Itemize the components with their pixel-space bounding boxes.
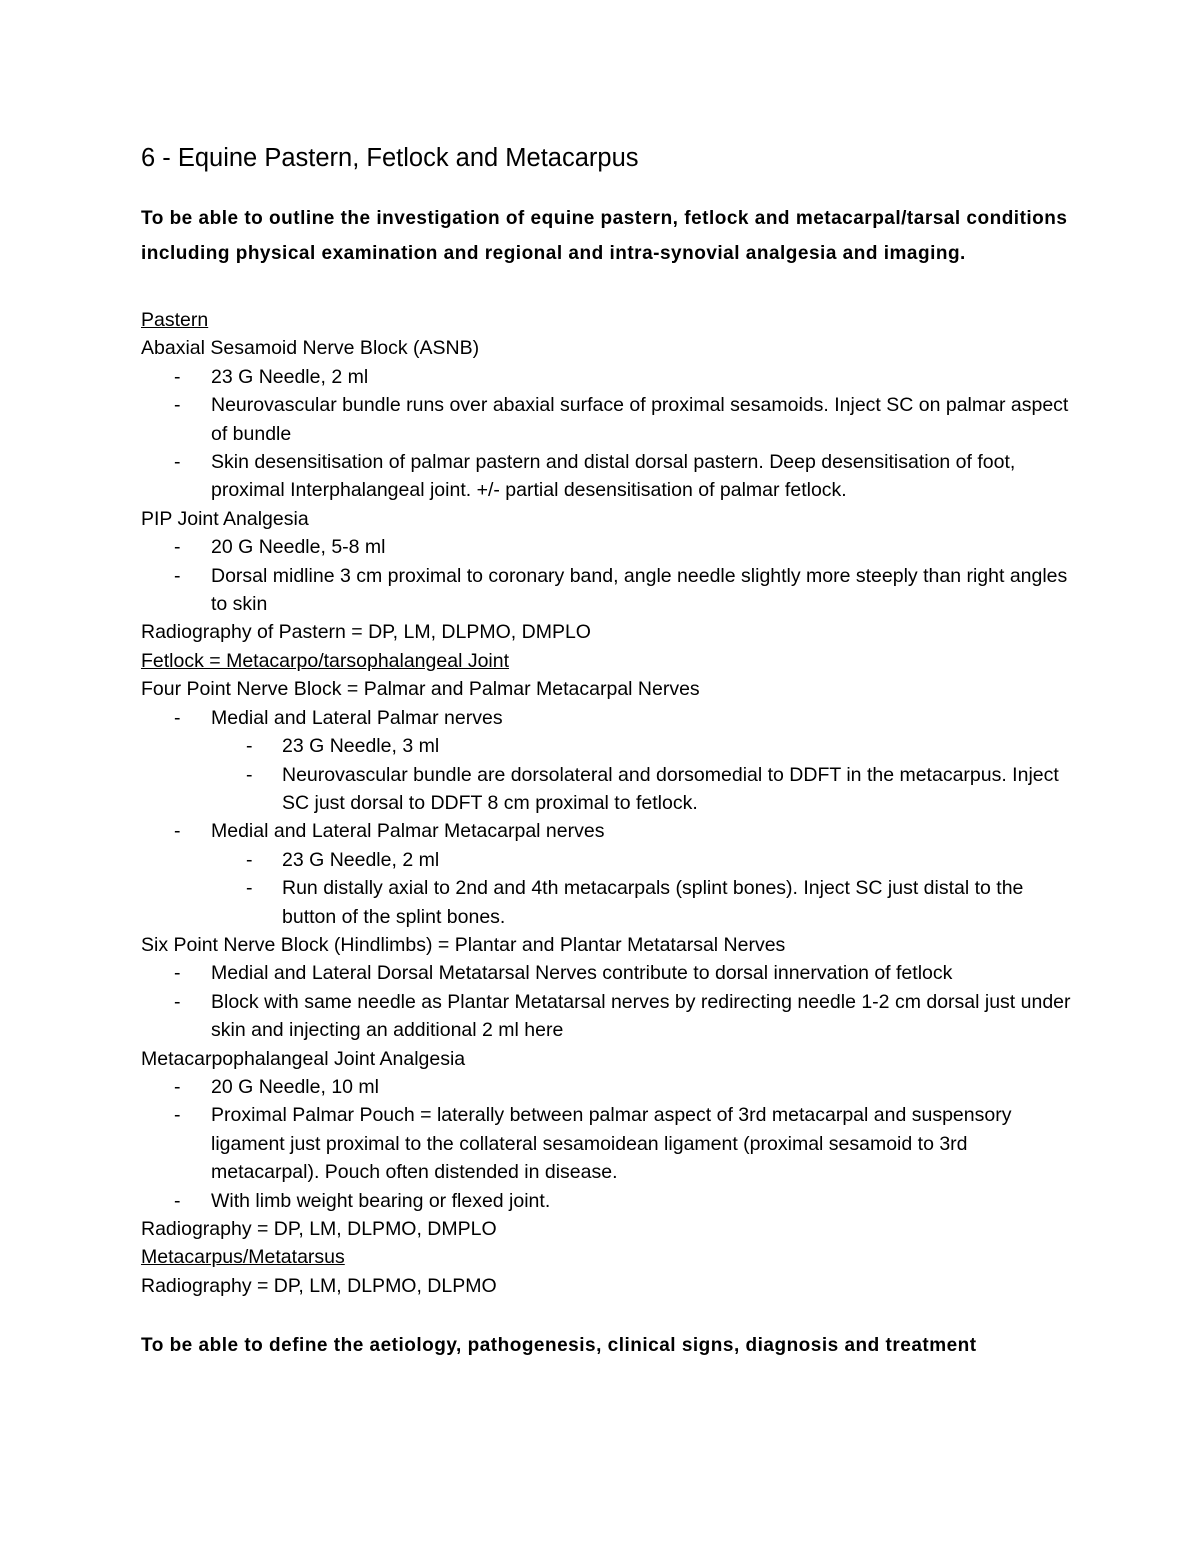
note-line bbox=[141, 931, 1071, 959]
bullet-dash: - bbox=[174, 394, 181, 417]
bullet-item bbox=[141, 761, 1071, 818]
bullet-dash: - bbox=[246, 763, 253, 786]
spacer bbox=[141, 271, 1071, 306]
section-heading bbox=[141, 647, 1071, 675]
line-text: 20 G Needle, 5-8 ml bbox=[211, 536, 386, 559]
line-text: PIP Joint Analgesia bbox=[141, 507, 309, 530]
line-text: Neurovascular bundle are dorsolateral and dorsomedial to DDFT in the metacarpus. Inject SC just dorsal to DDFT 8 cm proximal to fetlock. bbox=[282, 763, 1059, 814]
line-text: With limb weight bearing or flexed joint. bbox=[211, 1189, 551, 1212]
line-text: Fetlock = Metacarpo/tarsophalangeal Joint bbox=[141, 649, 510, 672]
line-text: Metacarpus/Metatarsus bbox=[141, 1246, 345, 1269]
line-text: 23 G Needle, 2 ml bbox=[211, 365, 369, 388]
bullet-item bbox=[141, 1073, 1071, 1101]
note-line bbox=[141, 618, 1071, 646]
bullet-dash: - bbox=[174, 536, 181, 559]
bullet-dash: - bbox=[174, 564, 181, 587]
bullet-dash: - bbox=[246, 848, 253, 871]
line-text: Run distally axial to 2nd and 4th metacarpals (splint bones). Inject SC just distal to the button of the splint bones. bbox=[282, 877, 1024, 928]
bullet-item bbox=[141, 448, 1071, 505]
document-page bbox=[141, 138, 1071, 1363]
line-text: Skin desensitisation of palmar pastern and distal dorsal pastern. Deep desensitisation of foot, proximal Interphalangeal joint. +/- partial desensitisation of palmar fetlock. bbox=[211, 451, 1016, 502]
bullet-dash: - bbox=[174, 1189, 181, 1212]
line-text: Four Point Nerve Block = Palmar and Palmar Metacarpal Nerves bbox=[141, 678, 700, 701]
section-heading bbox=[141, 306, 1071, 334]
line-text: Pastern bbox=[141, 309, 209, 331]
bullet-item bbox=[141, 391, 1071, 448]
bullet-item bbox=[141, 732, 1071, 760]
bullet-item bbox=[141, 1101, 1071, 1186]
page-title: 6 - Equine Pastern, Fetlock and Metacarpus bbox=[141, 144, 639, 172]
line-text: 23 G Needle, 2 ml bbox=[282, 848, 440, 871]
notes-list bbox=[141, 306, 1071, 1300]
line-text: Medial and Lateral Palmar nerves bbox=[211, 706, 503, 729]
bullet-item bbox=[141, 846, 1071, 874]
bullet-dash: - bbox=[174, 1104, 181, 1127]
note-line bbox=[141, 334, 1071, 362]
line-text: Six Point Nerve Block (Hindlimbs) = Plantar and Plantar Metatarsal Nerves bbox=[141, 933, 786, 956]
line-text: Radiography = DP, LM, DLPMO, DLPMO bbox=[141, 1274, 497, 1297]
line-text: Block with same needle as Plantar Metatarsal nerves by redirecting needle 1-2 cm dorsal just under skin and injecting an additional 2 ml here bbox=[211, 990, 1071, 1042]
bullet-dash: - bbox=[174, 990, 181, 1013]
line-text: Medial and Lateral Dorsal Metatarsal Nerves contribute to dorsal innervation of fetlock bbox=[211, 962, 953, 985]
line-text: Abaxial Sesamoid Nerve Block (ASNB) bbox=[141, 337, 480, 360]
bullet-item bbox=[141, 959, 1071, 987]
note-line bbox=[141, 1215, 1071, 1243]
line-text: 20 G Needle, 10 ml bbox=[211, 1075, 380, 1098]
bullet-item bbox=[141, 363, 1071, 391]
bullet-dash: - bbox=[174, 365, 181, 388]
learning-objective-1: To be able to outline the investigation of equine pastern, fetlock and metacarpal/tarsal conditions including physical examination and regional and intra-synovial analgesia and imaging. bbox=[141, 208, 1068, 264]
learning-objective-2: To be able to define the aetiology, pathogenesis, clinical signs, diagnosis and treatment bbox=[141, 1335, 977, 1357]
bullet-item bbox=[141, 817, 1071, 845]
bullet-dash: - bbox=[174, 1075, 181, 1098]
bullet-item bbox=[141, 562, 1071, 619]
note-line bbox=[141, 1045, 1071, 1073]
line-text: Radiography = DP, LM, DLPMO, DMPLO bbox=[141, 1218, 497, 1240]
bullet-dash: - bbox=[174, 706, 181, 729]
line-text: Radiography of Pastern = DP, LM, DLPMO, DMPLO bbox=[141, 621, 591, 644]
bullet-item bbox=[141, 1187, 1071, 1215]
note-line bbox=[141, 505, 1071, 533]
line-text: 23 G Needle, 3 ml bbox=[282, 735, 440, 758]
line-text: Dorsal midline 3 cm proximal to coronary band, angle needle slightly more steeply than right angles to skin bbox=[211, 564, 1068, 616]
bullet-item bbox=[141, 874, 1071, 931]
bullet-dash: - bbox=[174, 962, 181, 985]
line-text: Metacarpophalangeal Joint Analgesia bbox=[141, 1047, 466, 1070]
line-text: Proximal Palmar Pouch = laterally between palmar aspect of 3rd metacarpal and suspensory ligament just proximal to the collateral sesamoidean ligament (proximal sesamoid to 3rd metacarpal). Pouch often distended in disease. bbox=[211, 1104, 1012, 1184]
bullet-item bbox=[141, 533, 1071, 561]
bullet-dash: - bbox=[246, 877, 253, 900]
line-text: Medial and Lateral Palmar Metacarpal nerves bbox=[211, 820, 605, 843]
section-heading bbox=[141, 1243, 1071, 1271]
bullet-dash: - bbox=[246, 735, 253, 758]
bullet-dash: - bbox=[174, 451, 181, 474]
bullet-item bbox=[141, 704, 1071, 732]
note-line bbox=[141, 675, 1071, 703]
bullet-dash: - bbox=[174, 820, 181, 843]
note-line bbox=[141, 1272, 1071, 1300]
bullet-item bbox=[141, 988, 1071, 1045]
line-text: Neurovascular bundle runs over abaxial surface of proximal sesamoids. Inject SC on palmar aspect of bundle bbox=[211, 394, 1069, 445]
